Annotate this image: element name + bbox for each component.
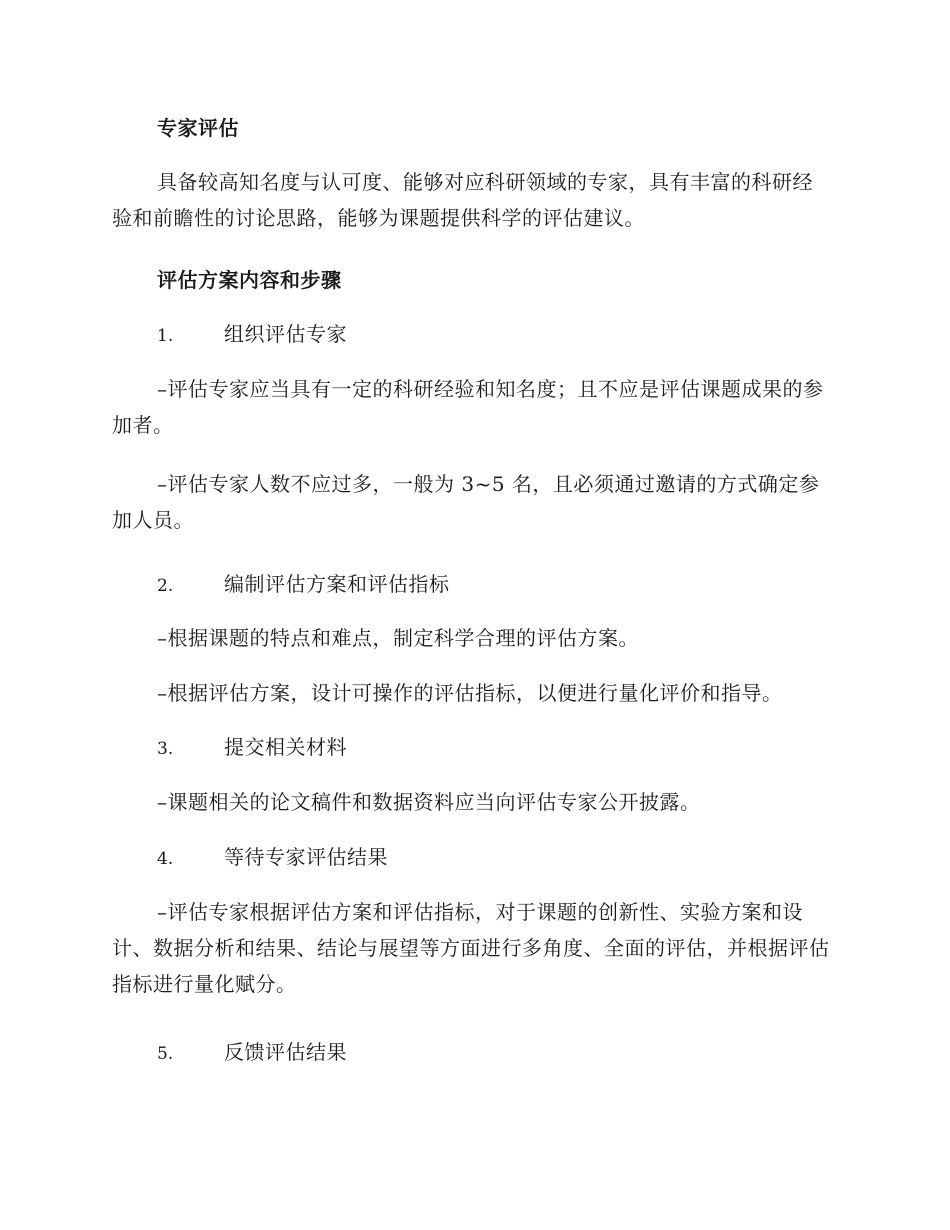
paragraph: –根据评估方案，设计可操作的评估指标，以便进行量化评价和指导。 <box>157 681 783 705</box>
step-title: 组织评估专家 <box>224 322 347 346</box>
step-heading <box>157 320 347 350</box>
step-item <box>112 894 832 1002</box>
step-item <box>112 371 832 443</box>
step-title: 提交相关材料 <box>224 735 347 759</box>
step-number: 5. <box>157 1044 174 1064</box>
step-heading <box>157 733 347 763</box>
section-heading-expert: 专家评估 <box>157 116 239 140</box>
step-item <box>112 620 832 656</box>
paragraph: –评估专家根据评估方案和评估指标，对于课题的创新性、实验方案和设计、数据分析和结果、结论与展望等方面进行多角度、全面的评估，并根据评估指标进行量化赋分。 <box>112 900 830 996</box>
step-heading <box>157 570 450 600</box>
paragraph: –课题相关的论文稿件和数据资料应当向评估专家公开披露。 <box>157 790 701 814</box>
paragraph: –评估专家人数不应过多，一般为 3~5 名，且必须通过邀请的方式确定参加人员。 <box>112 472 820 532</box>
step-number: 4. <box>157 849 174 869</box>
step-number: 2. <box>157 576 174 596</box>
step-number: 3. <box>157 739 174 759</box>
expert-description <box>112 164 832 236</box>
step-heading <box>157 1038 347 1068</box>
step-heading <box>157 843 388 873</box>
step-item <box>112 675 832 711</box>
paragraph: –根据课题的特点和难点，制定科学合理的评估方案。 <box>157 626 639 650</box>
step-item <box>112 784 832 820</box>
step-title: 等待专家评估结果 <box>224 845 388 869</box>
paragraph: 具备较高知名度与认可度、能够对应科研领域的专家，具有丰富的科研经验和前瞻性的讨论思路，能够为课题提供科学的评估建议。 <box>112 170 813 230</box>
step-title: 反馈评估结果 <box>224 1040 347 1064</box>
section-heading-plan: 评估方案内容和步骤 <box>157 268 342 292</box>
step-number: 1. <box>157 326 174 346</box>
step-item <box>112 466 832 538</box>
step-title: 编制评估方案和评估指标 <box>224 572 450 596</box>
paragraph: –评估专家应当具有一定的科研经验和知名度；且不应是评估课题成果的参加者。 <box>112 377 824 437</box>
